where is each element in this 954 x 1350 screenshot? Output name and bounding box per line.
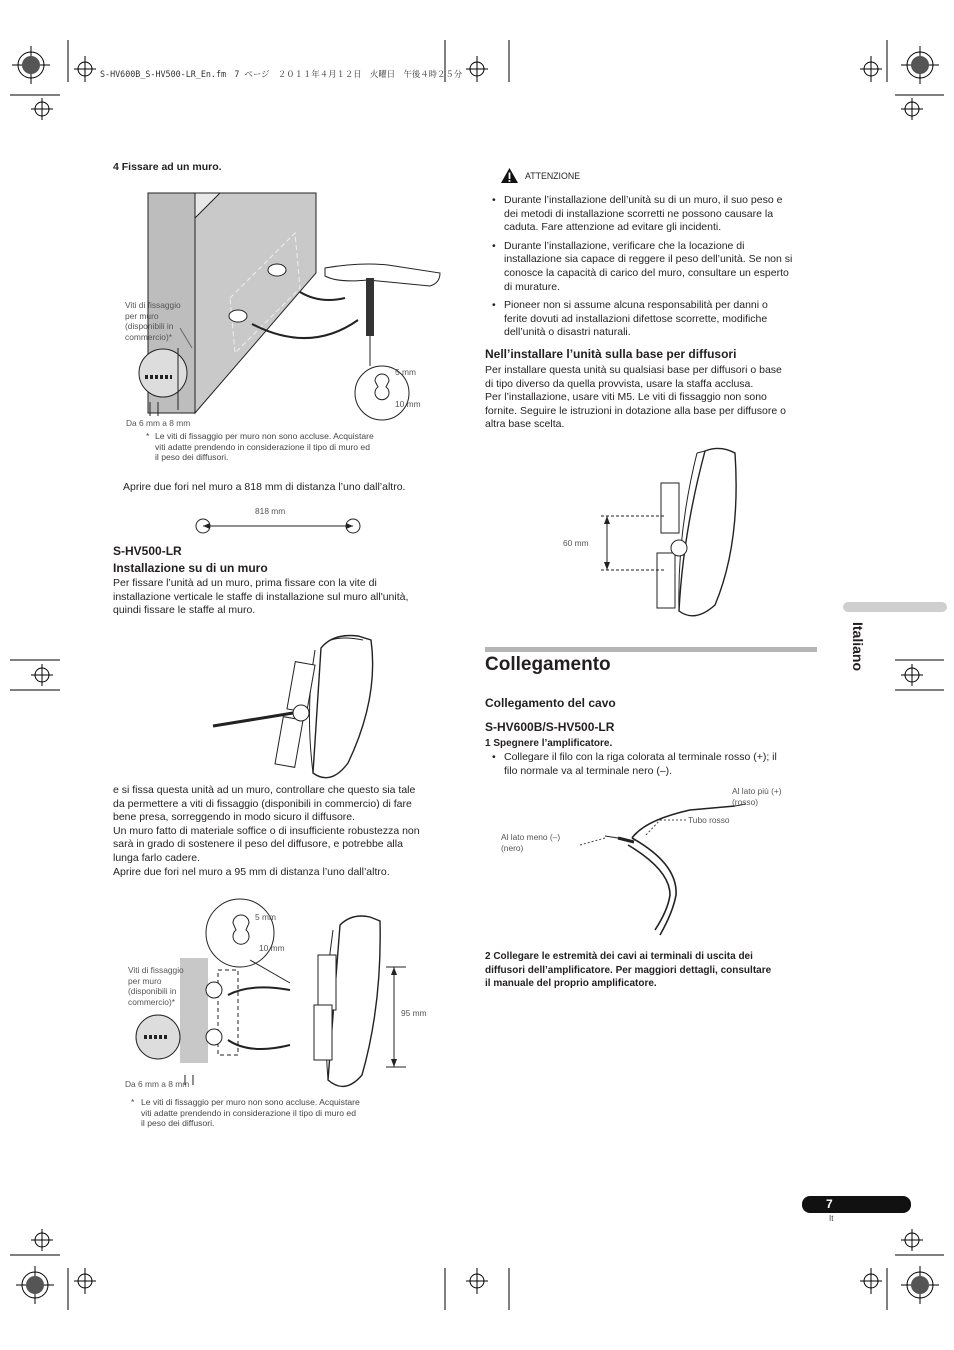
footnote-1: * Le viti di fissaggio per muro non sono accluse. Acquistare viti adatte prendendo in considerazione il tipo di muro ed il peso dei diffusori. (146, 431, 374, 463)
screwdriver-figure (213, 628, 413, 783)
language-tab: Italiano (850, 622, 866, 672)
crosshair-icon (466, 1268, 488, 1294)
crosshair-icon (31, 1229, 53, 1251)
color-patch-icon (22, 56, 40, 74)
dim-818-label: 818 mm (255, 506, 286, 516)
step-1: 1 Spegnere l’amplificatore. (485, 738, 613, 749)
crosshair-icon (74, 56, 96, 82)
footnote-2: * Le viti di fissaggio per muro non sono accluse. Acquistare viti adatte prendendo in considerazione il tipo di muro ed il peso dei diffusori. (131, 1097, 360, 1129)
wall-text: e si fissa questa unità ad un muro, controllare che questo sia tale da permettere a viti di fissaggio (disponibili in commercio) di fare bene presa, sorreggendo in modo sicuro il diffusore. Un muro fatto di materiale soffice o di insufficiente robustezza non sarà in grado di sostenere il peso del diffusore, e potrebbe alla lunga farlo cadere. Aprire due fori nel muro a 95 mm di distanza l’uno dall’altro. (113, 784, 420, 878)
section-rule (485, 647, 817, 652)
screw-label: Viti di fissaggio per muro (disponibili in commercio)* (125, 300, 181, 342)
crosshair-icon (74, 1268, 96, 1294)
language-tab-bar (843, 602, 947, 612)
dim-10mm-2: 10 mm (259, 943, 285, 953)
list-item: • Durante l’installazione, verificare che la locazione di installazione sia capace di reggere il peso dell’unità. Se non si conosce la capacità di carico del muro, consultare un esperto di murature. (485, 240, 825, 294)
step-2: 2 Collegare le estremità dei cavi ai terminali di uscita dei diffusori dell’amplificatore. Per maggiori dettagli, consultare il manuale del proprio amplificatore. (485, 951, 772, 990)
gap-label: Da 6 mm a 8 mm (126, 418, 191, 428)
bracket-60mm-figure (595, 443, 745, 623)
crosshair-icon (901, 664, 923, 686)
model-title: S-HV500-LR (113, 544, 182, 558)
crosshair-icon (860, 1268, 882, 1294)
page-number: 7 (826, 1197, 833, 1211)
dim-95mm: 95 mm (401, 1008, 427, 1018)
color-patch-icon (911, 1276, 929, 1294)
screw-label-2: Viti di fissaggio per muro (disponibili in commercio)* (128, 965, 184, 1007)
dim-10mm: 10 mm (395, 399, 421, 409)
file-header: S-HV600B_S-HV500-LR_En.fm 7 ページ ２０１１年４月１２日 火曜日 午後４時２５分 (100, 69, 463, 79)
color-patch-icon (911, 56, 929, 74)
base-title: Nell’installare l’unità sulla base per diffusori (485, 347, 737, 361)
caution-title: ATTENZIONE (525, 171, 581, 181)
crosshair-icon (860, 56, 882, 82)
dimension-818-figure (193, 516, 363, 536)
minus-label: Al lato meno (–) (nero) (501, 832, 561, 853)
cable-title: Collegamento del cavo (485, 696, 616, 710)
base-text: Per installare questa unità su qualsiasi base per diffusori o base di tipo diverso da quella provvista, usare la staffa acclusa. Per l’installazione, usare viti M5. Le viti di fissaggio non sono fornite. Seguire le istruzioni in dotazione alla base per diffusore o altra base scelta. (485, 364, 786, 431)
holes-818-text: Aprire due fori nel muro a 818 mm di distanza l’uno dall’altro. (123, 481, 406, 493)
color-patch-icon (26, 1276, 44, 1294)
install-title: Installazione su di un muro (113, 561, 268, 575)
dim-5mm: 5 mm (395, 367, 416, 377)
caution-list (485, 194, 825, 345)
crosshair-icon (901, 1229, 923, 1251)
dim-60mm: 60 mm (563, 538, 589, 548)
list-item: • Pioneer non si assume alcuna responsabilità per danni o ferite dovuti ad installazioni difettose scorrette, modifiche dell’unità o disastri naturali. (485, 299, 825, 340)
warning-icon (500, 167, 519, 184)
crosshair-icon (466, 56, 488, 82)
crosshair-icon (31, 98, 53, 120)
lang-code: It (829, 1214, 834, 1223)
list-item: • Collegare il filo con la riga colorata al terminale rosso (+); il filo normale va al terminale nero (–). (485, 751, 825, 778)
section-title: Collegamento (485, 654, 611, 675)
page-number-pill (802, 1196, 911, 1213)
models-title: S-HV600B/S-HV500-LR (485, 720, 615, 734)
crosshair-icon (31, 664, 53, 686)
step-4: 4 Fissare ad un muro. (113, 161, 222, 173)
install-text: Per fissare l’unità ad un muro, prima fissare con la vite di installazione verticale le staffe di installazione sul muro all'unità, quindi fissare le staffe al muro. (113, 577, 409, 617)
plus-label: Al lato più (+) (rosso) (732, 786, 782, 807)
gap-label-2: Da 6 mm a 8 mm (125, 1079, 190, 1089)
red-tube-label: Tubo rosso (688, 815, 730, 825)
crosshair-icon (901, 98, 923, 120)
dim-5mm-2: 5 mm (255, 912, 276, 922)
step1-list (485, 751, 825, 783)
list-item: • Durante l’installazione dell’unità su di un muro, il suo peso e dei metodi di installazione scorretti ne possono causare la caduta. Fare attenzione ad evitare gli incidenti. (485, 194, 825, 235)
